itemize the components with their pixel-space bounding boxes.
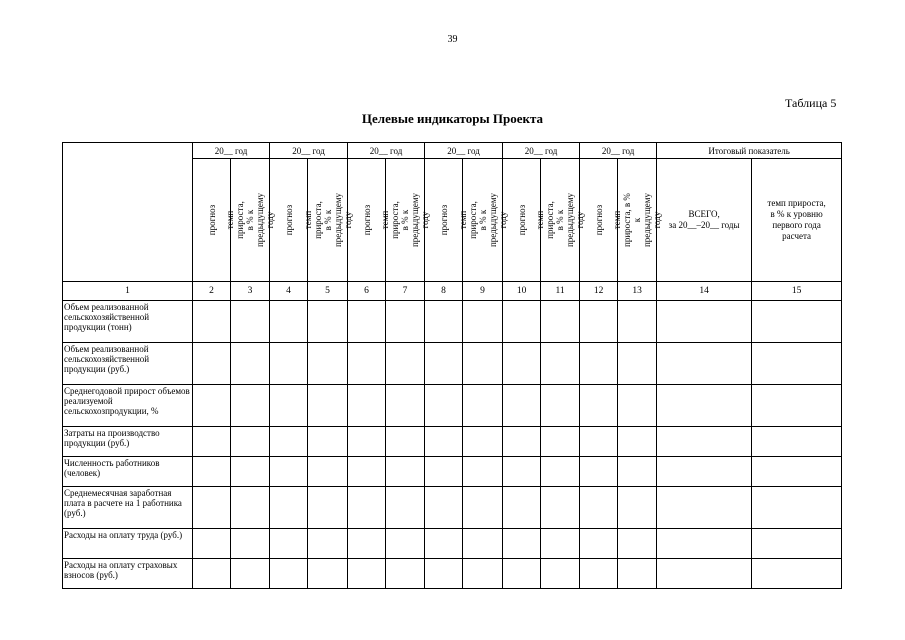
growth-first-year-header: темп прироста, в % к уровню первого года расчета	[767, 198, 826, 241]
indicator-label: Расходы на оплату страховых взносов (руб.)	[63, 559, 193, 589]
column-number: 5	[308, 282, 348, 301]
year-header: 20__ год	[425, 143, 503, 159]
growth-first-year-header-cell	[752, 159, 842, 282]
empty-value-cell	[503, 343, 541, 385]
empty-value-cell	[657, 457, 752, 487]
empty-value-cell	[580, 427, 618, 457]
year-header: 20__ год	[193, 143, 270, 159]
empty-value-cell	[231, 301, 270, 343]
indicator-label: Среднемесячная заработная плата в расчете на 1 работника (руб.)	[63, 487, 193, 529]
empty-value-cell	[618, 427, 657, 457]
empty-value-cell	[752, 343, 842, 385]
empty-value-cell	[231, 427, 270, 457]
empty-value-cell	[752, 385, 842, 427]
empty-value-cell	[752, 529, 842, 559]
empty-value-cell	[541, 427, 580, 457]
empty-value-cell	[231, 343, 270, 385]
empty-value-cell	[463, 343, 503, 385]
empty-value-cell	[657, 301, 752, 343]
forecast-header: прогноз	[593, 204, 604, 236]
empty-value-cell	[503, 559, 541, 589]
empty-value-cell	[503, 301, 541, 343]
empty-value-cell	[752, 487, 842, 529]
year-header: 20__ год	[580, 143, 657, 159]
empty-value-cell	[541, 457, 580, 487]
empty-value-cell	[657, 529, 752, 559]
empty-value-cell	[463, 487, 503, 529]
table-row	[63, 301, 842, 343]
table-row	[63, 487, 842, 529]
empty-value-cell	[308, 487, 348, 529]
column-number: 9	[463, 282, 503, 301]
empty-value-cell	[425, 559, 463, 589]
forecast-header: прогноз	[516, 204, 527, 236]
empty-value-cell	[752, 427, 842, 457]
empty-value-cell	[580, 559, 618, 589]
empty-value-cell	[386, 343, 425, 385]
table-row	[63, 529, 842, 559]
document-title: Целевые индикаторы Проекта	[361, 111, 544, 126]
empty-value-cell	[348, 529, 386, 559]
column-number: 12	[580, 282, 618, 301]
empty-value-cell	[386, 529, 425, 559]
total-header-cell	[657, 159, 752, 282]
empty-value-cell	[541, 301, 580, 343]
table-row	[63, 385, 842, 427]
forecast-header-cell	[425, 159, 463, 282]
empty-value-cell	[270, 487, 308, 529]
empty-value-cell	[618, 385, 657, 427]
empty-value-cell	[308, 301, 348, 343]
empty-value-cell	[193, 529, 231, 559]
empty-value-cell	[752, 559, 842, 589]
empty-value-cell	[503, 427, 541, 457]
empty-value-cell	[541, 487, 580, 529]
empty-value-cell	[752, 457, 842, 487]
empty-value-cell	[580, 385, 618, 427]
column-number: 8	[425, 282, 463, 301]
empty-value-cell	[231, 487, 270, 529]
empty-value-cell	[193, 457, 231, 487]
forecast-header: прогноз	[283, 204, 294, 236]
column-number: 10	[503, 282, 541, 301]
growth-header-cell	[225, 159, 275, 282]
table-row	[63, 343, 842, 385]
growth-header: темп прироста, в % к предыдущему году	[612, 192, 663, 248]
empty-value-cell	[308, 343, 348, 385]
table-row	[63, 427, 842, 457]
empty-value-cell	[231, 529, 270, 559]
year-header: 20__ год	[503, 143, 580, 159]
empty-value-cell	[348, 301, 386, 343]
column-number: 15	[752, 282, 842, 301]
empty-value-cell	[618, 457, 657, 487]
empty-value-cell	[657, 343, 752, 385]
empty-value-cell	[193, 559, 231, 589]
empty-value-cell	[425, 487, 463, 529]
empty-value-cell	[463, 427, 503, 457]
table-row	[63, 559, 842, 589]
column-number: 14	[657, 282, 752, 301]
empty-value-cell	[270, 385, 308, 427]
empty-value-cell	[308, 457, 348, 487]
empty-value-cell	[425, 385, 463, 427]
empty-value-cell	[231, 385, 270, 427]
empty-value-cell	[503, 529, 541, 559]
empty-value-cell	[580, 343, 618, 385]
empty-value-cell	[308, 529, 348, 559]
empty-value-cell	[386, 457, 425, 487]
table-label: Таблица 5	[785, 96, 837, 110]
empty-value-cell	[503, 457, 541, 487]
empty-value-cell	[308, 427, 348, 457]
empty-value-cell	[541, 559, 580, 589]
empty-value-cell	[386, 559, 425, 589]
empty-value-cell	[348, 559, 386, 589]
empty-value-cell	[425, 301, 463, 343]
empty-value-cell	[270, 529, 308, 559]
column-number: 4	[270, 282, 308, 301]
empty-value-cell	[618, 529, 657, 559]
year-header: 20__ год	[348, 143, 425, 159]
indicator-label: Объем реализованной сельскохозяйственной продукции (руб.)	[63, 343, 193, 385]
column-number: 7	[386, 282, 425, 301]
indicator-rows	[63, 301, 842, 589]
year-header: 20__ год	[270, 143, 348, 159]
empty-value-cell	[270, 343, 308, 385]
empty-value-cell	[308, 559, 348, 589]
empty-value-cell	[752, 301, 842, 343]
column-number: 13	[618, 282, 657, 301]
forecast-header: прогноз	[206, 204, 217, 236]
empty-value-cell	[425, 427, 463, 457]
empty-value-cell	[308, 385, 348, 427]
forecast-header: прогноз	[361, 204, 372, 236]
empty-value-cell	[618, 559, 657, 589]
empty-value-cell	[231, 559, 270, 589]
empty-value-cell	[580, 529, 618, 559]
growth-header-cell	[302, 159, 353, 282]
indicator-label: Объем реализованной сельскохозяйственной продукции (тонн)	[63, 301, 193, 343]
empty-value-cell	[270, 457, 308, 487]
indicator-label: Затраты на производство продукции (руб.)	[63, 427, 193, 457]
empty-value-cell	[657, 385, 752, 427]
empty-value-cell	[503, 385, 541, 427]
empty-value-cell	[231, 457, 270, 487]
empty-value-cell	[541, 343, 580, 385]
empty-value-cell	[270, 427, 308, 457]
empty-value-cell	[541, 529, 580, 559]
empty-value-cell	[657, 559, 752, 589]
empty-value-cell	[193, 343, 231, 385]
growth-header: темп прироста, в % к предыдущему году	[380, 192, 431, 248]
empty-value-cell	[657, 487, 752, 529]
empty-value-cell	[348, 487, 386, 529]
empty-value-cell	[348, 343, 386, 385]
empty-value-cell	[386, 487, 425, 529]
empty-value-cell	[580, 301, 618, 343]
empty-corner-cell	[63, 143, 193, 282]
empty-value-cell	[618, 301, 657, 343]
total-header: ВСЕГО, за 20__–20__ годы	[668, 209, 740, 230]
empty-value-cell	[618, 487, 657, 529]
empty-value-cell	[386, 427, 425, 457]
empty-value-cell	[425, 457, 463, 487]
growth-header: темп прироста, в % к предыдущему году	[457, 192, 508, 248]
empty-value-cell	[348, 385, 386, 427]
column-number: 11	[541, 282, 580, 301]
column-number: 1	[63, 282, 193, 301]
header-row-years	[63, 143, 842, 159]
forecast-header: прогноз	[438, 204, 449, 236]
empty-value-cell	[348, 457, 386, 487]
empty-value-cell	[386, 301, 425, 343]
growth-header-cell	[457, 159, 508, 282]
empty-value-cell	[348, 427, 386, 457]
growth-header: темп прироста, в % к предыдущему году	[535, 192, 586, 248]
empty-value-cell	[463, 301, 503, 343]
empty-value-cell	[193, 487, 231, 529]
growth-header-cell	[612, 159, 663, 282]
empty-value-cell	[270, 301, 308, 343]
indicator-label: Расходы на оплату труда (руб.)	[63, 529, 193, 559]
empty-value-cell	[386, 385, 425, 427]
empty-value-cell	[193, 427, 231, 457]
empty-value-cell	[425, 343, 463, 385]
empty-value-cell	[193, 385, 231, 427]
summary-header: Итоговый показатель	[657, 143, 842, 159]
column-number: 2	[193, 282, 231, 301]
empty-value-cell	[463, 385, 503, 427]
growth-header-cell	[535, 159, 586, 282]
column-numbers-row	[63, 282, 842, 301]
growth-header-cell	[380, 159, 431, 282]
page-number: 39	[447, 34, 458, 45]
indicator-label: Среднегодовой прирост объемов реализуемой сельскохозпродукции, %	[63, 385, 193, 427]
empty-value-cell	[270, 559, 308, 589]
empty-value-cell	[503, 487, 541, 529]
forecast-header-cell	[270, 159, 308, 282]
empty-value-cell	[618, 343, 657, 385]
column-number: 3	[231, 282, 270, 301]
empty-value-cell	[580, 487, 618, 529]
empty-value-cell	[463, 559, 503, 589]
indicator-label: Численность работников (человек)	[63, 457, 193, 487]
empty-value-cell	[463, 457, 503, 487]
empty-value-cell	[657, 427, 752, 457]
empty-value-cell	[580, 457, 618, 487]
empty-value-cell	[463, 529, 503, 559]
empty-value-cell	[541, 385, 580, 427]
empty-value-cell	[193, 301, 231, 343]
empty-value-cell	[425, 529, 463, 559]
growth-header: темп прироста, в % к предыдущему году	[302, 192, 353, 248]
growth-header: темп прироста, в % к предыдущему году	[225, 192, 275, 248]
target-indicators-table	[62, 142, 842, 589]
table-row	[63, 457, 842, 487]
column-number: 6	[348, 282, 386, 301]
